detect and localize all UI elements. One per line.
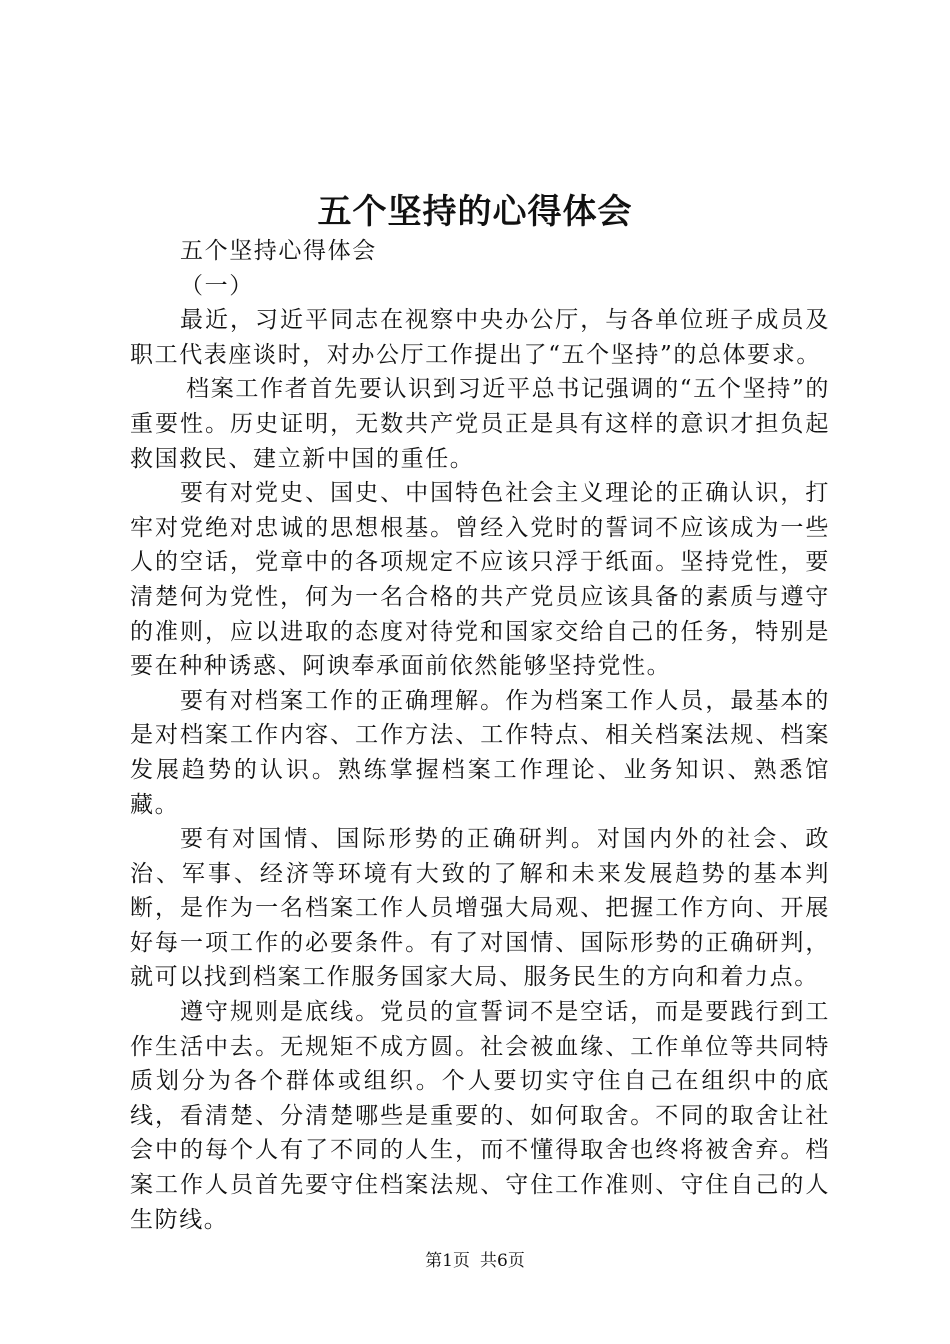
body-paragraph: 最近，习近平同志在视察中央办公厅，与各单位班子成员及职工代表座谈时，对办公厅工作提出了“五个坚持”的总体要求。 (130, 307, 830, 368)
body-paragraph: 要有对党史、国史、中国特色社会主义理论的正确认识，打牢对党绝对忠诚的思想根基。曾经入党时的誓词不应该成为一些人的空话，党章中的各项规定不应该只浮于纸面。坚持党性，要清楚何为党性，何为一名合格的共产党员应该具备的素质与遵守的准则，应以进取的态度对待党和国家交给自己的任务，特别是要在种种诱惑、阿谀奉承面前依然能够坚持党性。 (130, 480, 830, 680)
body-paragraph: 要有对档案工作的正确理解。作为档案工作人员，最基本的是对档案工作内容、工作方法、工作特点、相关档案法规、档案发展趋势的认识。熟练掌握档案工作理论、业务知识、熟悉馆藏。 (130, 687, 830, 818)
page-number: 第1页 (425, 1251, 470, 1271)
body-paragraph: 档案工作者首先要认识到习近平总书记强调的“五个坚持”的重要性。历史证明，无数共产党员正是具有这样的意识才担负起救国救民、建立新中国的重任。 (130, 376, 830, 472)
section-number: （一） (180, 272, 254, 299)
document-title: 五个坚持的心得体会 (317, 192, 633, 232)
document-body (130, 234, 830, 1237)
page-footer (0, 1246, 950, 1271)
subtitle-paragraph: 五个坚持心得体会 (180, 238, 377, 264)
page-total: 共6页 (480, 1251, 525, 1271)
body-paragraph: 要有对国情、国际形势的正确研判。对国内外的社会、政治、军事、经济等环境有大致的了解和未来发展趋势的基本判断，是作为一名档案工作人员增强大局观、把握工作方向、开展好每一项工作的必要条件。有了对国情、国际形势的正确研判，就可以找到档案工作服务国家大局、服务民生的方向和着力点。 (130, 826, 830, 991)
body-paragraph: 遵守规则是底线。党员的宣誓词不是空话，而是要践行到工作生活中去。无规矩不成方圆。社会被血缘、工作单位等共同特质划分为各个群体或组织。个人要切实守住自己在组织中的底线，看清楚、分清楚哪些是重要的、如何取舍。不同的取舍让社会中的每个人有了不同的人生，而不懂得取舍也终将被舍弃。档案工作人员首先要守住档案法规、守住工作准则、守住自己的人生防线。 (130, 999, 830, 1233)
